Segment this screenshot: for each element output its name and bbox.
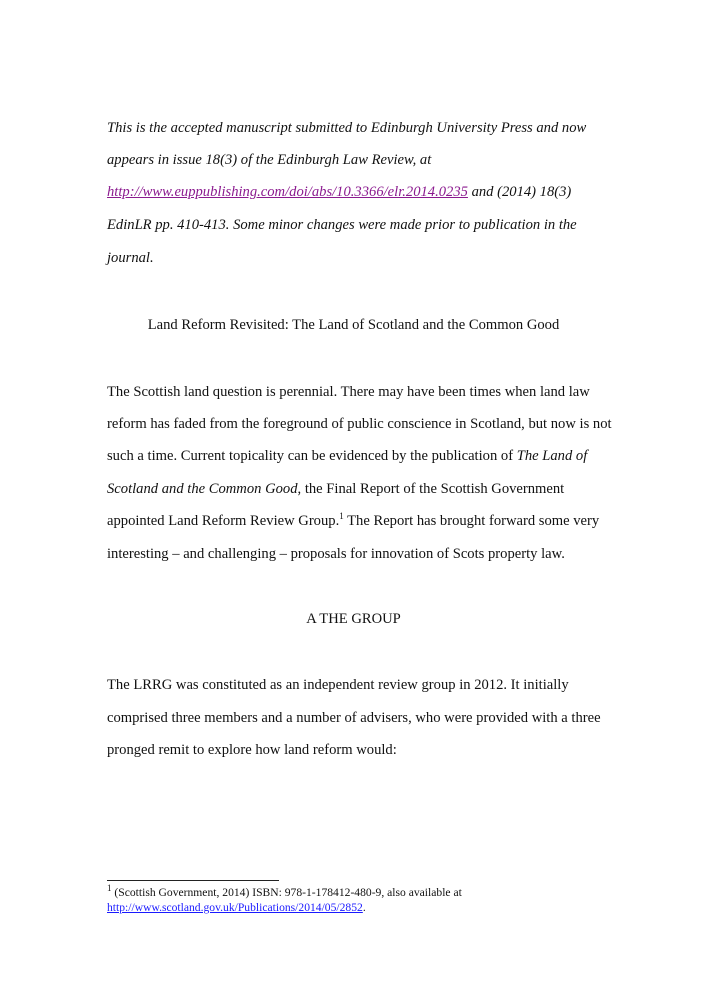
footnote-number: 1 [107,883,112,894]
body-line: The Scottish land question is perennial. There may have been times when land law [107,384,590,400]
footnote-ref[interactable]: 1 [339,511,344,522]
notice-citation: and (2014) 18(3) [467,184,572,200]
body-line: The LRRG was constituted as an independent review group in 2012. It initially [107,677,569,693]
notice-line: appears in issue 18(3) of the Edinburgh Law Review, at [107,152,432,168]
body-line [107,512,599,530]
section-heading: A THE GROUP [306,611,401,627]
text: appointed Land Reform Review Group. [107,513,340,529]
text: such a time. Current topicality can be evidenced by the publication of [107,448,517,464]
body-line: pronged remit to explore how land reform would: [107,742,397,758]
notice-line [107,183,571,201]
text: The Report has brought forward some very [343,513,600,529]
body-line: interesting – and challenging – proposals for innovation of Scots property law. [107,546,565,562]
notice-line: This is the accepted manuscript submitted to Edinburgh University Press and now [107,120,587,136]
footnote-end: . [362,901,366,914]
body-line: comprised three members and a number of advisers, who were provided with a three [107,710,601,726]
footnote [107,883,462,900]
footnote-line [107,901,366,915]
notice-line: EdinLR pp. 410-413. Some minor changes were made prior to publication in the [107,217,577,233]
article-title: Land Reform Revisited: The Land of Scotland and the Common Good [147,317,560,333]
body-line [107,447,587,465]
body-line: reform has faded from the foreground of public conscience in Scotland, but now is not [107,416,612,432]
footnote-text: (Scottish Government, 2014) ISBN: 978-1-178412-480-9, also available at [111,886,462,899]
notice-line: journal. [107,250,154,266]
report-title: Scotland and the Common Good [107,481,298,497]
footnote-divider [107,880,279,881]
body-line [107,480,564,498]
report-title: The Land of [516,448,588,464]
footnote-link[interactable]: http://www.scotland.gov.uk/Publications/2014/05/2852 [107,901,363,914]
doi-link[interactable]: http://www.euppublishing.com/doi/abs/10.3366/elr.2014.0235 [107,184,468,200]
text: , the Final Report of the Scottish Government [297,481,565,497]
